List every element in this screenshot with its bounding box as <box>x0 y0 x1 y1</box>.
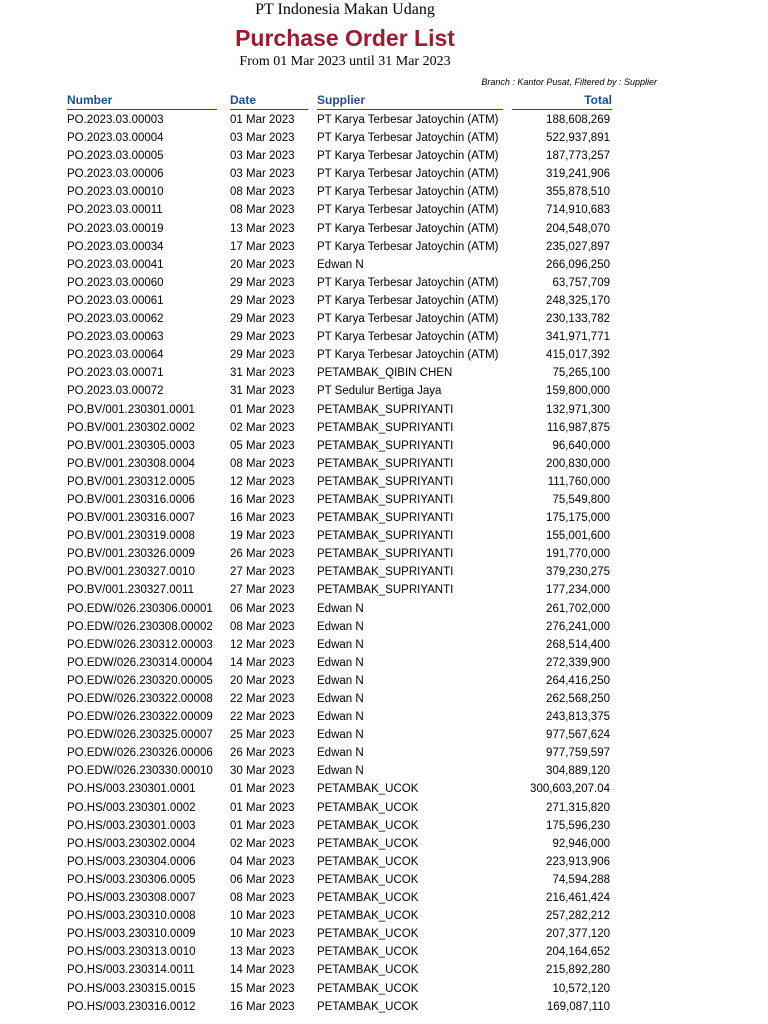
cell-date: 06 Mar 2023 <box>230 602 295 615</box>
table-row <box>67 419 612 437</box>
cell-date: 02 Mar 2023 <box>230 421 295 434</box>
cell-date: 03 Mar 2023 <box>230 168 295 181</box>
cell-total: 714,910,683 <box>546 204 610 217</box>
table-row <box>67 201 612 219</box>
cell-supplier: PT Karya Terbesar Jatoychin (ATM) <box>317 313 499 326</box>
report-title: Purchase Order List <box>235 25 455 51</box>
cell-supplier: Edwan N <box>317 711 364 724</box>
cell-supplier: PT Karya Terbesar Jatoychin (ATM) <box>317 222 499 235</box>
cell-total: 235,027,897 <box>546 240 610 253</box>
cell-date: 29 Mar 2023 <box>230 294 295 307</box>
cell-date: 31 Mar 2023 <box>230 367 295 380</box>
cell-supplier: PT Karya Terbesar Jatoychin (ATM) <box>317 349 499 362</box>
cell-supplier: PETAMBAK_SUPRIYANTI <box>317 475 454 488</box>
cell-date: 22 Mar 2023 <box>230 711 295 724</box>
cell-total: 92,946,000 <box>552 837 610 850</box>
cell-number: PO.HS/003.230316.0012 <box>67 1000 196 1013</box>
cell-supplier: PT Karya Terbesar Jatoychin (ATM) <box>317 276 499 289</box>
cell-number: PO.2023.03.00064 <box>67 349 164 362</box>
cell-total: 175,175,000 <box>546 512 610 525</box>
cell-date: 26 Mar 2023 <box>230 548 295 561</box>
cell-number: PO.2023.03.00034 <box>67 240 164 253</box>
cell-supplier: PETAMBAK_SUPRIYANTI <box>317 493 454 506</box>
cell-number: PO.HS/003.230301.0001 <box>67 783 196 796</box>
cell-supplier: PETAMBAK_UCOK <box>317 982 419 995</box>
cell-supplier: PETAMBAK_SUPRIYANTI <box>317 457 454 470</box>
cell-date: 13 Mar 2023 <box>230 222 295 235</box>
cell-date: 17 Mar 2023 <box>230 240 295 253</box>
cell-date: 03 Mar 2023 <box>230 132 295 145</box>
table-row <box>67 889 612 907</box>
cell-number: PO.2023.03.00062 <box>67 313 164 326</box>
cell-supplier: PETAMBAK_UCOK <box>317 873 419 886</box>
cell-date: 29 Mar 2023 <box>230 276 295 289</box>
cell-number: PO.EDW/026.230314.00004 <box>67 656 213 669</box>
table-row <box>67 581 612 599</box>
cell-date: 06 Mar 2023 <box>230 873 295 886</box>
cell-total: 257,282,212 <box>546 910 610 923</box>
cell-date: 14 Mar 2023 <box>230 656 295 669</box>
cell-supplier: PT Karya Terbesar Jatoychin (ATM) <box>317 294 499 307</box>
cell-date: 04 Mar 2023 <box>230 855 295 868</box>
table-row <box>67 907 612 925</box>
table-row <box>67 129 612 147</box>
table-row <box>67 762 612 780</box>
cell-supplier: PETAMBAK_UCOK <box>317 964 419 977</box>
cell-date: 03 Mar 2023 <box>230 150 295 163</box>
table-row <box>67 654 612 672</box>
cell-total: 63,757,709 <box>552 276 610 289</box>
cell-date: 19 Mar 2023 <box>230 530 295 543</box>
cell-supplier: Edwan N <box>317 656 364 669</box>
table-row <box>67 871 612 889</box>
cell-date: 01 Mar 2023 <box>230 801 295 814</box>
cell-supplier: PT Karya Terbesar Jatoychin (ATM) <box>317 114 499 126</box>
cell-supplier: PETAMBAK_UCOK <box>317 855 419 868</box>
cell-total: 116,987,875 <box>546 421 610 434</box>
cell-number: PO.2023.03.00061 <box>67 294 164 307</box>
table-row <box>67 961 612 979</box>
cell-date: 16 Mar 2023 <box>230 1000 295 1013</box>
cell-total: 230,133,782 <box>546 313 610 326</box>
cell-date: 26 Mar 2023 <box>230 747 295 760</box>
cell-total: 200,830,000 <box>546 457 610 470</box>
cell-date: 22 Mar 2023 <box>230 693 295 705</box>
cell-total: 262,568,250 <box>546 693 610 705</box>
table-row <box>67 563 612 581</box>
table-row <box>67 256 612 274</box>
cell-number: PO.BV/001.230327.0010 <box>67 566 195 579</box>
cell-total: 522,937,891 <box>546 132 610 145</box>
table-row <box>67 618 612 636</box>
cell-number: PO.EDW/026.230308.00002 <box>67 620 213 633</box>
cell-total: 188,608,269 <box>546 114 610 126</box>
cell-date: 31 Mar 2023 <box>230 385 295 398</box>
table-row <box>67 437 612 455</box>
cell-total: 268,514,400 <box>546 638 610 651</box>
table-row <box>67 835 612 853</box>
column-header-number[interactable]: Number <box>67 92 217 110</box>
cell-total: 75,265,100 <box>552 367 610 380</box>
cell-supplier: Edwan N <box>317 602 364 615</box>
company-name: PT Indonesia Makan Udang <box>255 1 435 18</box>
cell-supplier: PT Karya Terbesar Jatoychin (ATM) <box>317 150 499 163</box>
cell-supplier: PETAMBAK_SUPRIYANTI <box>317 439 454 452</box>
cell-total: 355,878,510 <box>546 186 610 199</box>
filter-branch: Branch : Kantor Pusat <box>481 77 570 87</box>
cell-total: 271,315,820 <box>546 801 610 814</box>
cell-date: 27 Mar 2023 <box>230 584 295 597</box>
filter-by: Filtered by : Supplier <box>574 77 657 87</box>
cell-total: 977,567,624 <box>546 729 610 742</box>
cell-supplier: PT Karya Terbesar Jatoychin (ATM) <box>317 132 499 145</box>
cell-total: 10,572,120 <box>552 982 610 995</box>
cell-number: PO.BV/001.230316.0006 <box>67 493 195 506</box>
cell-total: 111,760,000 <box>547 475 610 488</box>
cell-supplier: PETAMBAK_UCOK <box>317 928 419 941</box>
cell-number: PO.2023.03.00011 <box>67 204 163 217</box>
cell-number: PO.HS/003.230314.0011 <box>67 964 195 977</box>
cell-date: 08 Mar 2023 <box>230 204 295 217</box>
cell-date: 08 Mar 2023 <box>230 186 295 199</box>
cell-total: 248,325,170 <box>546 294 610 307</box>
purchase-order-table <box>67 92 612 1016</box>
cell-number: PO.HS/003.230310.0009 <box>67 928 196 941</box>
table-row <box>67 382 612 400</box>
cell-total: 266,096,250 <box>546 258 610 271</box>
table-row <box>67 220 612 238</box>
table-row <box>67 799 612 817</box>
cell-supplier: PETAMBAK_QIBIN CHEN <box>317 367 453 380</box>
cell-total: 300,603,207.04 <box>530 783 610 796</box>
table-row <box>67 998 612 1016</box>
cell-total: 132,971,300 <box>546 403 610 416</box>
cell-supplier: PETAMBAK_UCOK <box>317 910 419 923</box>
cell-total: 155,001,600 <box>546 530 610 543</box>
cell-supplier: Edwan N <box>317 638 364 651</box>
table-row <box>67 672 612 690</box>
cell-supplier: Edwan N <box>317 258 364 271</box>
cell-total: 276,241,000 <box>546 620 610 633</box>
table-row <box>67 183 612 201</box>
cell-total: 264,416,250 <box>546 674 610 687</box>
cell-number: PO.2023.03.00072 <box>67 385 164 398</box>
cell-number: PO.BV/001.230312.0005 <box>67 475 195 488</box>
cell-supplier: PETAMBAK_UCOK <box>317 783 419 796</box>
table-row <box>67 726 612 744</box>
table-row <box>67 708 612 726</box>
cell-total: 74,594,288 <box>552 873 610 886</box>
cell-number: PO.HS/003.230306.0005 <box>67 873 196 886</box>
table-body <box>67 111 612 1016</box>
cell-date: 30 Mar 2023 <box>230 765 295 778</box>
cell-total: 96,640,000 <box>552 439 610 452</box>
table-row <box>67 853 612 871</box>
cell-number: PO.HS/003.230301.0002 <box>67 801 196 814</box>
cell-date: 20 Mar 2023 <box>230 258 295 271</box>
table-row <box>67 401 612 419</box>
cell-date: 12 Mar 2023 <box>230 475 295 488</box>
cell-date: 29 Mar 2023 <box>230 313 295 326</box>
cell-date: 01 Mar 2023 <box>230 783 295 796</box>
table-row <box>67 111 612 129</box>
cell-number: PO.2023.03.00041 <box>67 258 164 271</box>
cell-number: PO.HS/003.230313.0010 <box>67 946 196 959</box>
cell-number: PO.HS/003.230315.0015 <box>67 982 196 995</box>
cell-number: PO.2023.03.00004 <box>67 132 164 145</box>
cell-number: PO.BV/001.230308.0004 <box>67 457 195 470</box>
cell-supplier: PETAMBAK_SUPRIYANTI <box>317 512 454 525</box>
cell-number: PO.BV/001.230305.0003 <box>67 439 195 452</box>
table-row <box>67 600 612 618</box>
cell-supplier: PT Karya Terbesar Jatoychin (ATM) <box>317 204 499 217</box>
table-row <box>67 328 612 346</box>
cell-number: PO.BV/001.230319.0008 <box>67 530 195 543</box>
cell-number: PO.2023.03.00071 <box>67 367 164 380</box>
cell-number: PO.HS/003.230302.0004 <box>67 837 196 850</box>
cell-number: PO.2023.03.00010 <box>67 186 164 199</box>
cell-number: PO.2023.03.00003 <box>67 114 164 126</box>
cell-total: 415,017,392 <box>546 349 610 362</box>
table-row <box>67 744 612 762</box>
cell-number: PO.2023.03.00005 <box>67 150 164 163</box>
cell-date: 13 Mar 2023 <box>230 946 295 959</box>
cell-number: PO.HS/003.230304.0006 <box>67 855 196 868</box>
cell-number: PO.EDW/026.230306.00001 <box>67 602 213 615</box>
cell-number: PO.2023.03.00006 <box>67 168 164 181</box>
cell-number: PO.2023.03.00063 <box>67 331 164 344</box>
cell-total: 204,548,070 <box>546 222 610 235</box>
cell-supplier: Edwan N <box>317 747 364 760</box>
table-row <box>67 690 612 708</box>
cell-total: 187,773,257 <box>546 150 610 163</box>
table-row <box>67 147 612 165</box>
cell-date: 16 Mar 2023 <box>230 493 295 506</box>
table-row <box>67 943 612 961</box>
cell-number: PO.BV/001.230316.0007 <box>67 512 195 525</box>
cell-date: 08 Mar 2023 <box>230 892 295 905</box>
cell-date: 12 Mar 2023 <box>230 638 295 651</box>
cell-number: PO.HS/003.230308.0007 <box>67 892 196 905</box>
cell-date: 05 Mar 2023 <box>230 439 295 452</box>
cell-supplier: Edwan N <box>317 729 364 742</box>
table-row <box>67 491 612 509</box>
report-filter: Branch : Kantor Pusat, Filtered by : Supplier <box>481 77 657 87</box>
cell-total: 169,087,110 <box>546 1000 610 1013</box>
cell-number: PO.BV/001.230302.0002 <box>67 421 195 434</box>
cell-total: 379,230,275 <box>546 566 610 579</box>
cell-date: 10 Mar 2023 <box>230 910 295 923</box>
cell-total: 304,889,120 <box>546 765 610 778</box>
column-header-supplier[interactable]: Supplier <box>317 92 503 110</box>
cell-total: 319,241,906 <box>546 168 610 181</box>
cell-date: 25 Mar 2023 <box>230 729 295 742</box>
cell-number: PO.2023.03.00019 <box>67 222 164 235</box>
table-row <box>67 238 612 256</box>
cell-supplier: PETAMBAK_SUPRIYANTI <box>317 403 454 416</box>
table-row <box>67 545 612 563</box>
cell-total: 215,892,280 <box>546 964 610 977</box>
table-row <box>67 292 612 310</box>
cell-supplier: PT Sedulur Bertiga Jaya <box>317 385 442 398</box>
cell-number: PO.EDW/026.230325.00007 <box>67 729 213 742</box>
table-row <box>67 509 612 527</box>
cell-date: 16 Mar 2023 <box>230 512 295 525</box>
cell-supplier: Edwan N <box>317 674 364 687</box>
cell-supplier: PETAMBAK_UCOK <box>317 837 419 850</box>
cell-date: 15 Mar 2023 <box>230 982 295 995</box>
table-row <box>67 636 612 654</box>
cell-supplier: PETAMBAK_UCOK <box>317 892 419 905</box>
cell-date: 10 Mar 2023 <box>230 928 295 941</box>
cell-total: 191,770,000 <box>546 548 610 561</box>
cell-date: 01 Mar 2023 <box>230 403 295 416</box>
cell-date: 08 Mar 2023 <box>230 457 295 470</box>
table-row <box>67 165 612 183</box>
cell-supplier: PETAMBAK_SUPRIYANTI <box>317 548 454 561</box>
cell-total: 243,813,375 <box>546 711 610 724</box>
table-row <box>67 364 612 382</box>
cell-total: 223,913,906 <box>546 855 610 868</box>
cell-number: PO.EDW/026.230312.00003 <box>67 638 213 651</box>
cell-total: 977,759,597 <box>546 747 610 760</box>
cell-supplier: PT Karya Terbesar Jatoychin (ATM) <box>317 240 499 253</box>
cell-supplier: PETAMBAK_UCOK <box>317 819 419 832</box>
table-row <box>67 980 612 998</box>
cell-number: PO.EDW/026.230322.00008 <box>67 693 213 705</box>
cell-number: PO.BV/001.230327.0011 <box>67 584 195 597</box>
cell-supplier: Edwan N <box>317 620 364 633</box>
column-header-total[interactable]: Total <box>512 92 612 110</box>
table-row <box>67 527 612 545</box>
cell-supplier: Edwan N <box>317 693 364 705</box>
cell-number: PO.EDW/026.230326.00006 <box>67 747 213 760</box>
cell-supplier: PETAMBAK_UCOK <box>317 1000 419 1013</box>
cell-supplier: Edwan N <box>317 765 364 778</box>
cell-supplier: PETAMBAK_SUPRIYANTI <box>317 530 454 543</box>
cell-date: 27 Mar 2023 <box>230 566 295 579</box>
cell-number: PO.BV/001.230326.0009 <box>67 548 195 561</box>
cell-total: 261,702,000 <box>546 602 610 615</box>
cell-date: 20 Mar 2023 <box>230 674 295 687</box>
cell-number: PO.EDW/026.230322.00009 <box>67 711 213 724</box>
table-row <box>67 925 612 943</box>
cell-supplier: PT Karya Terbesar Jatoychin (ATM) <box>317 168 499 181</box>
table-row <box>67 473 612 491</box>
cell-number: PO.BV/001.230301.0001 <box>67 403 195 416</box>
table-row <box>67 817 612 835</box>
cell-supplier: PETAMBAK_SUPRIYANTI <box>317 421 454 434</box>
table-row <box>67 780 612 798</box>
cell-date: 14 Mar 2023 <box>230 964 295 977</box>
cell-date: 29 Mar 2023 <box>230 331 295 344</box>
cell-supplier: PETAMBAK_UCOK <box>317 946 419 959</box>
table-row <box>67 455 612 473</box>
cell-total: 175,596,230 <box>546 819 610 832</box>
cell-total: 216,461,424 <box>546 892 610 905</box>
cell-number: PO.EDW/026.230330.00010 <box>67 765 213 778</box>
cell-total: 207,377,120 <box>546 928 610 941</box>
table-row <box>67 346 612 364</box>
cell-date: 02 Mar 2023 <box>230 837 295 850</box>
cell-total: 272,339,900 <box>546 656 610 669</box>
cell-number: PO.HS/003.230301.0003 <box>67 819 196 832</box>
cell-date: 01 Mar 2023 <box>230 114 295 126</box>
cell-supplier: PETAMBAK_SUPRIYANTI <box>317 566 454 579</box>
report-period: From 01 Mar 2023 until 31 Mar 2023 <box>239 54 451 69</box>
cell-date: 08 Mar 2023 <box>230 620 295 633</box>
table-row <box>67 274 612 292</box>
cell-supplier: PETAMBAK_UCOK <box>317 801 419 814</box>
cell-total: 204,164,652 <box>546 946 610 959</box>
cell-supplier: PT Karya Terbesar Jatoychin (ATM) <box>317 186 499 199</box>
cell-total: 159,800,000 <box>546 385 610 398</box>
cell-supplier: PT Karya Terbesar Jatoychin (ATM) <box>317 331 499 344</box>
table-header <box>67 92 612 111</box>
cell-number: PO.2023.03.00060 <box>67 276 164 289</box>
column-header-date[interactable]: Date <box>230 92 308 110</box>
cell-date: 01 Mar 2023 <box>230 819 295 832</box>
table-row <box>67 310 612 328</box>
cell-total: 177,234,000 <box>546 584 610 597</box>
cell-date: 29 Mar 2023 <box>230 349 295 362</box>
cell-number: PO.HS/003.230310.0008 <box>67 910 196 923</box>
cell-number: PO.EDW/026.230320.00005 <box>67 674 213 687</box>
cell-total: 341,971,771 <box>546 331 610 344</box>
cell-total: 75,549,800 <box>552 493 610 506</box>
cell-supplier: PETAMBAK_SUPRIYANTI <box>317 584 454 597</box>
